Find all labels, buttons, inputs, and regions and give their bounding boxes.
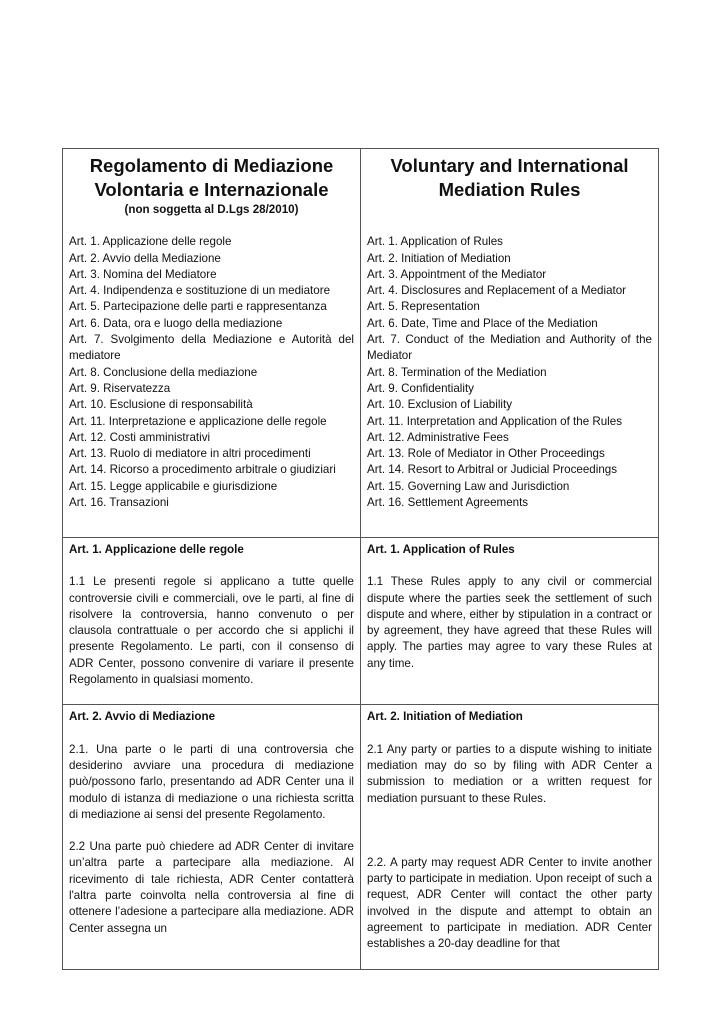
article-heading: Art. 1. Application of Rules xyxy=(367,543,515,556)
italian-subtitle: (non soggetta al D.Lgs 28/2010) xyxy=(124,203,299,216)
article-heading: Art. 2. Initiation of Mediation xyxy=(367,710,523,724)
toc-item: Art. 11. Interpretation and Application of the Rules xyxy=(367,414,623,428)
toc-item: Art. 12. Costi amministrativi xyxy=(69,430,211,444)
toc-item: Art. 3. Appointment of the Mediator xyxy=(367,267,547,281)
toc-item: Art. 1. Application of Rules xyxy=(367,235,503,249)
toc-item: Art. 2. Initiation of Mediation xyxy=(367,251,511,265)
title-toc-row xyxy=(63,149,659,538)
bilingual-rules-table xyxy=(62,148,659,970)
toc-item: Art. 15. Governing Law and Jurisdiction xyxy=(367,479,570,493)
toc-item: Art. 7. Svolgimento della Mediazione e Autorità del mediatore xyxy=(69,333,354,363)
article-heading: Art. 1. Applicazione delle regole xyxy=(69,543,244,556)
toc-item: Art. 6. Data, ora e luogo della mediazione xyxy=(69,316,283,330)
english-title: Voluntary and International Mediation Rules xyxy=(390,155,629,200)
article-paragraph: 1.1 Le presenti regole si applicano a tutte quelle controversie civili e commerciali, ove le parti, al fine di risolvere la controversia, hanno convenuto o per clausola contrattuale o per accordo che si applichi il presente Regolamento. Le parti, con il consenso di ADR Center, possono convenire di variare il presente Regolamento in qualsiasi momento. xyxy=(69,575,354,687)
toc-item: Art. 11. Interpretazione e applicazione delle regole xyxy=(69,414,327,428)
article-1-row xyxy=(63,538,659,705)
toc-item: Art. 14. Ricorso a procedimento arbitrale o giudiziari xyxy=(69,463,336,477)
toc-item: Art. 12. Administrative Fees xyxy=(367,430,509,444)
toc-item: Art. 8. Conclusione della mediazione xyxy=(69,365,258,379)
toc-item: Art. 7. Conduct of the Mediation and Authority of the Mediator xyxy=(367,333,652,363)
article-paragraph: 2.2. A party may request ADR Center to invite another party to participate in mediation. Upon receipt of such a request, ADR Center will contact the other party involved in the dispute and attempt to obtain an agreement to participate in mediation. ADR Center establishes a 20-day deadline for that xyxy=(367,855,652,951)
italian-title: Regolamento di Mediazione Volontaria e Internazionale xyxy=(89,155,334,200)
english-article-1 xyxy=(361,538,659,705)
article-paragraph: 2.1 Any party or parties to a dispute wishing to initiate mediation may do so by filing with ADR Center a submission to mediation or a written request for mediation pursuant to these Rules. xyxy=(367,742,652,805)
toc-item: Art. 1. Applicazione delle regole xyxy=(69,235,232,249)
article-paragraph: 2.1. Una parte o le parti di una controversia che desiderino avviare una procedura di mediazione può/possono farlo, presentando ad ADR Center una il modulo di istanza di mediazione o una richiesta scritta di mediazione ai sensi del presente Regolamento. xyxy=(69,742,354,821)
toc-item: Art. 2. Avvio della Mediazione xyxy=(69,251,221,265)
italian-title-cell xyxy=(63,149,361,538)
article-paragraph: 2.2 Una parte può chiedere ad ADR Center di invitare un’altra parte a partecipare alla mediazione. Al ricevimento di tale richiesta, ADR Center contatterà l'altra parte coinvolta nella controversia al fine di ottenere l’adesione a partecipare alla mediazione. ADR Center assegna un xyxy=(69,840,354,935)
toc-item: Art. 10. Exclusion of Liability xyxy=(367,398,512,412)
italian-toc xyxy=(69,234,354,511)
toc-item: Art. 15. Legge applicabile e giurisdizione xyxy=(69,479,278,493)
article-paragraph: 1.1 These Rules apply to any civil or commercial dispute where the parties seek the settlement of such dispute and where, either by stipulation in a contract or by agreement, they have agreed that these Rules will apply. The parties may agree to vary these Rules at any time. xyxy=(367,575,652,670)
article-2-row xyxy=(63,705,659,969)
toc-item: Art. 9. Confidentiality xyxy=(367,381,474,395)
toc-item: Art. 16. Transazioni xyxy=(69,496,169,510)
toc-item: Art. 5. Representation xyxy=(367,300,480,314)
toc-item: Art. 13. Role of Mediator in Other Proceedings xyxy=(367,447,605,461)
toc-item: Art. 8. Termination of the Mediation xyxy=(367,365,547,379)
toc-item: Art. 3. Nomina del Mediatore xyxy=(69,267,217,281)
toc-item: Art. 16. Settlement Agreements xyxy=(367,496,529,510)
toc-item: Art. 9. Riservatezza xyxy=(69,381,171,395)
toc-item: Art. 4. Indipendenza e sostituzione di un mediatore xyxy=(69,284,331,298)
toc-item: Art. 5. Partecipazione delle parti e rappresentanza xyxy=(69,300,327,314)
english-article-2 xyxy=(361,705,659,969)
italian-article-2 xyxy=(63,705,361,969)
toc-item: Art. 14. Resort to Arbitral or Judicial Proceedings xyxy=(367,463,618,477)
italian-article-1 xyxy=(63,538,361,705)
toc-item: Art. 10. Esclusione di responsabilità xyxy=(69,398,253,412)
english-toc xyxy=(367,234,652,511)
toc-item: Art. 13. Ruolo di mediatore in altri procedimenti xyxy=(69,447,311,461)
toc-item: Art. 4. Disclosures and Replacement of a Mediator xyxy=(367,284,627,298)
article-heading: Art. 2. Avvio di Mediazione xyxy=(69,710,216,724)
toc-item: Art. 6. Date, Time and Place of the Mediation xyxy=(367,316,598,330)
english-title-cell xyxy=(361,149,659,538)
